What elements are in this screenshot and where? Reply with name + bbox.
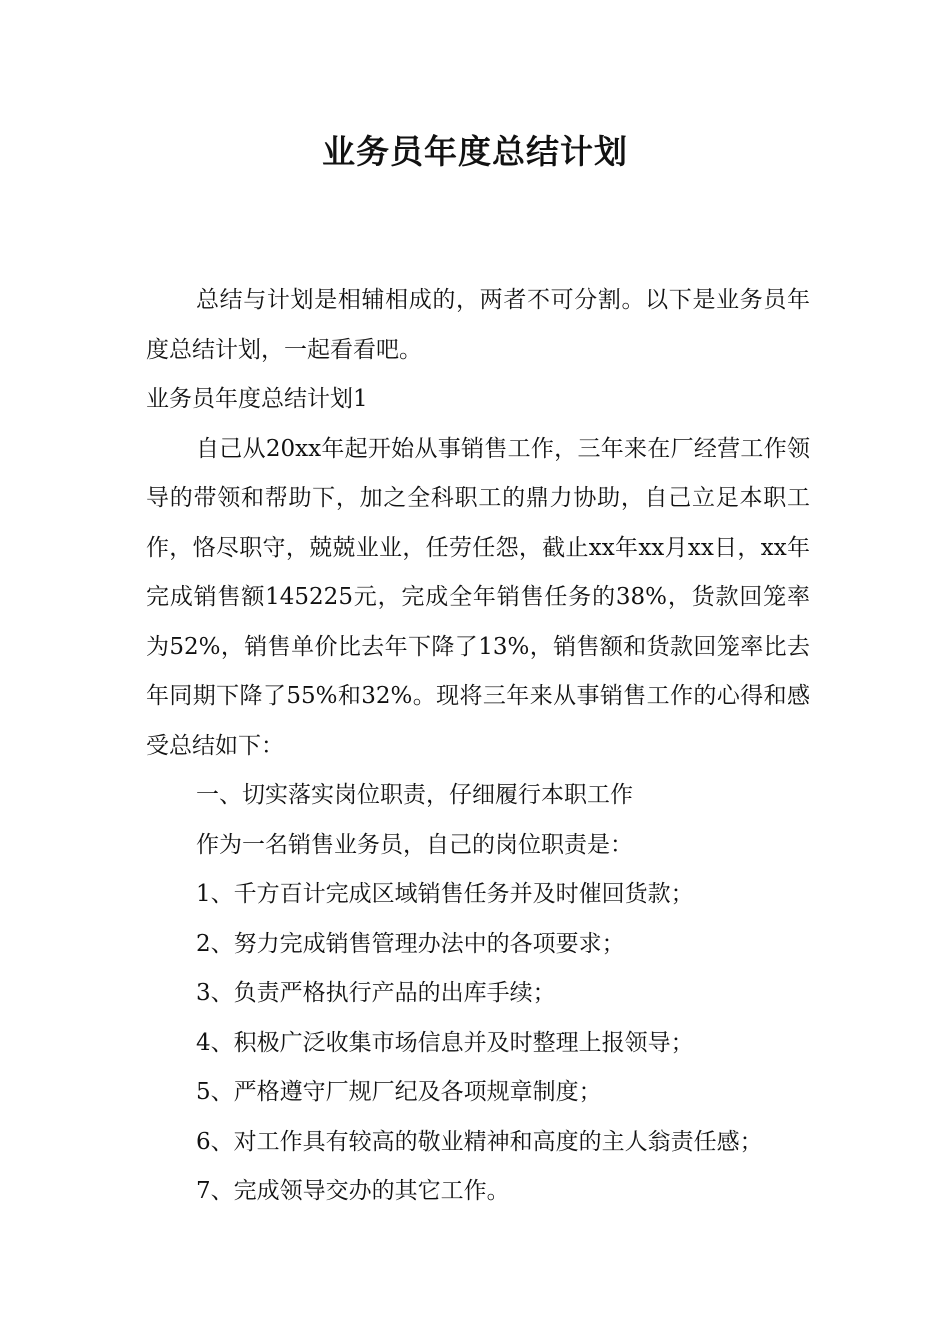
duty-item-5: 5、严格遵守厂规厂纪及各项规章制度；: [196, 1079, 602, 1105]
section-heading: 业务员年度总结计划1: [146, 386, 368, 412]
duty-item-4: 4、积极广泛收集市场信息并及时整理上报领导；: [196, 1029, 694, 1056]
duty-item-1: 1、千方百计完成区域销售任务并及时催回货款；: [196, 881, 694, 907]
document-title: 业务员年度总结计划: [322, 132, 628, 171]
subsection-heading: 一、切实落实岗位职责，仔细履行本职工作: [196, 782, 633, 808]
summary-paragraph: 自己从20xx年起开始从事销售工作，三年来在厂经营工作领导的带领和帮助下，加之全科职工的鼎力协助，自己立足本职工作，恪尽职守，兢兢业业，任劳任怨，截止xx年xx月xx日，xx年完成销售额145225元，完成全年销售任务的38%，货款回笼率为52%，销售单价比去年下降了13%，销售额和货款回笼率比去年同期下降了55%和32%。现将三年来从事销售工作的心得和感受总结如下：: [146, 435, 810, 759]
duties-intro: 作为一名销售业务员，自己的岗位职责是：: [196, 831, 633, 858]
duty-item-7: 7、完成领导交办的其它工作。: [196, 1178, 510, 1204]
duty-item-2: 2、努力完成销售管理办法中的各项要求；: [196, 930, 625, 957]
duty-item-3: 3、负责严格执行产品的出库手续；: [196, 980, 556, 1006]
intro-paragraph: 总结与计划是相辅相成的，两者不可分割。以下是业务员年度总结计划，一起看看吧。: [146, 287, 810, 363]
duty-item-6: 6、对工作具有较高的敬业精神和高度的主人翁责任感；: [196, 1128, 763, 1155]
document-body: [146, 276, 810, 1217]
